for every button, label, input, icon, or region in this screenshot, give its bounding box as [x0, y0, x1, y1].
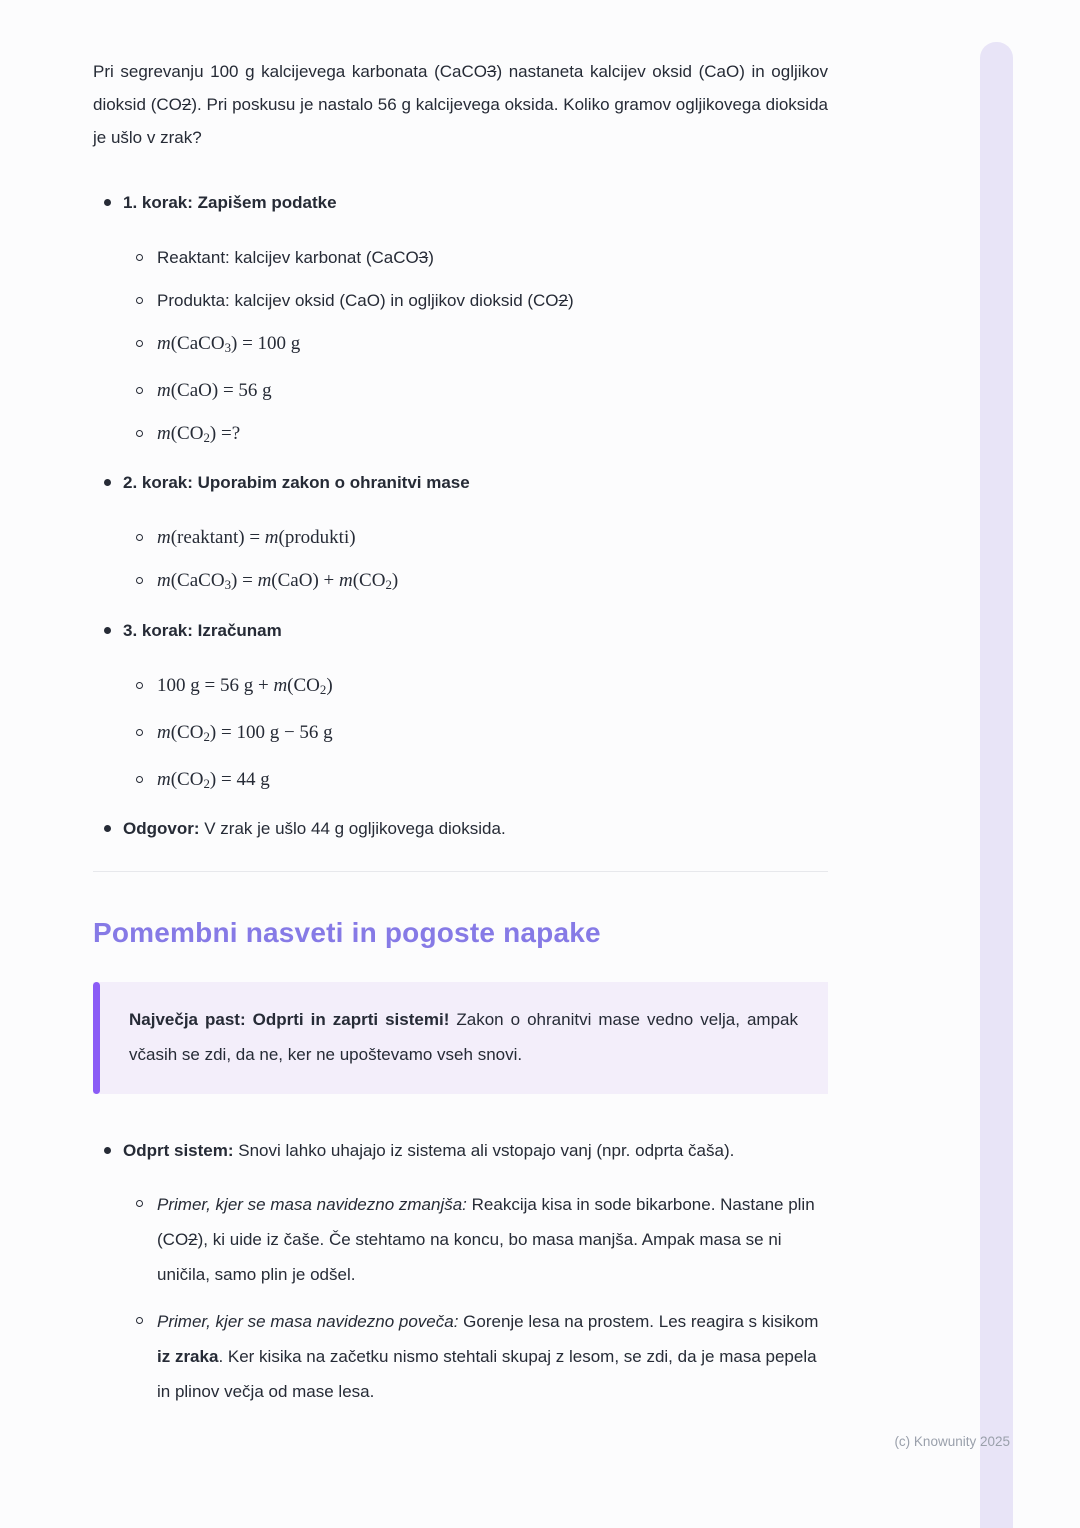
tip-example: Primer, kjer se masa navidezno poveča: Gorenje lesa na prostem. Les reagira s kisikom iz zraka. Ker kisika na začetku nismo stehtali skupaj z lesom, se zdi, da je masa pepela in plinov večja od mase lesa. [157, 1312, 819, 1402]
list-item [93, 1187, 828, 1292]
step-title: 2. korak: Uporabim zakon o ohranitvi mase [123, 473, 470, 493]
step-title: 1. korak: Zapišem podatke [123, 193, 337, 212]
list-item [93, 374, 828, 407]
copyright-watermark: (c) Knowunity 2025 [894, 1434, 1010, 1449]
circle-bullet-icon [136, 340, 143, 347]
list-item [93, 716, 828, 753]
scrollbar-track[interactable] [980, 42, 1013, 1528]
answer-item [93, 812, 828, 845]
list-item [93, 763, 828, 800]
math-expression: m(CaO) = 56 g [157, 380, 272, 402]
callout-text: Največja past: Odprti in zaprti sistemi! Zakon o ohranitvi mase vedno velja, ampak včasih se zdi, da ne, ker ne upoštevamo vseh snovi. [129, 1010, 798, 1065]
list-item [93, 614, 828, 647]
problem-statement: Pri segrevanju 100 g kalcijevega karbonata (CaCO3) nastaneta kalcijev oksid (CaO) in ogljikov dioksid (CO2). Pri poskusu je nastalo 56 g kalcijevega oksida. Koliko gramov ogljikovega dioksida je ušlo v zrak? [93, 62, 828, 147]
circle-bullet-icon [136, 1200, 143, 1207]
circle-bullet-icon [136, 430, 143, 437]
circle-bullet-icon [136, 577, 143, 584]
step-detail: Produkta: kalcijev oksid (CaO) in ogljikov dioksid (CO2) [157, 291, 574, 310]
list-item [93, 284, 828, 317]
math-expression: m(reaktant) = m(produkti) [157, 527, 356, 549]
math-expression: 100 g = 56 g + m(CO2) [157, 674, 333, 697]
circle-bullet-icon [136, 254, 143, 261]
list-item [93, 186, 828, 219]
math-expression: m(CO2) = 44 g [157, 769, 270, 792]
bullet-icon [104, 825, 111, 832]
circle-bullet-icon [136, 297, 143, 304]
list-item [93, 1134, 828, 1167]
step-group-2 [93, 466, 828, 601]
bullet-icon [104, 1147, 111, 1154]
list-item [93, 521, 828, 554]
circle-bullet-icon [136, 534, 143, 541]
math-expression: m(CaCO3) = 100 g [157, 333, 301, 356]
circle-bullet-icon [136, 776, 143, 783]
list-item [93, 669, 828, 706]
circle-bullet-icon [136, 1317, 143, 1324]
list-item [93, 1304, 828, 1409]
answer-text: Odgovor: V zrak je ušlo 44 g ogljikovega dioksida. [123, 819, 506, 839]
bullet-icon [104, 479, 111, 486]
list-item [93, 241, 828, 274]
tip-lead: Odprt sistem: Snovi lahko uhajajo iz sistema ali vstopajo vanj (npr. odprta čaša). [123, 1141, 735, 1161]
solution-steps-list [93, 186, 828, 845]
math-expression: m(CaCO3) = m(CaO) + m(CO2) [157, 570, 399, 593]
list-item [93, 417, 828, 454]
list-item [93, 466, 828, 499]
tip-example: Primer, kjer se masa navidezno zmanjša: Reakcija kisa in sode bikarbone. Nastane plin (CO2), ki uide iz čaše. Če stehtamo na koncu, bo masa manjša. Ampak masa se ni uničila, samo plin je odšel. [157, 1195, 815, 1285]
callout-accent-bar [93, 982, 100, 1094]
bullet-icon [104, 199, 111, 206]
list-item [93, 327, 828, 364]
step-group-3 [93, 614, 828, 801]
circle-bullet-icon [136, 387, 143, 394]
divider [93, 871, 828, 872]
circle-bullet-icon [136, 729, 143, 736]
math-expression: m(CO2) =? [157, 423, 241, 446]
step-group-1 [93, 186, 828, 454]
document-content [93, 55, 828, 1421]
math-expression: m(CO2) = 100 g − 56 g [157, 721, 333, 745]
tips-list [93, 1134, 828, 1409]
step-detail: Reaktant: kalcijev karbonat (CaCO3) [157, 248, 434, 267]
callout-warning [93, 982, 828, 1094]
circle-bullet-icon [136, 682, 143, 689]
list-item [93, 564, 828, 601]
section-heading: Pomembni nasveti in pogoste napake [93, 917, 601, 949]
bullet-icon [104, 627, 111, 634]
step-title: 3. korak: Izračunam [123, 620, 282, 640]
